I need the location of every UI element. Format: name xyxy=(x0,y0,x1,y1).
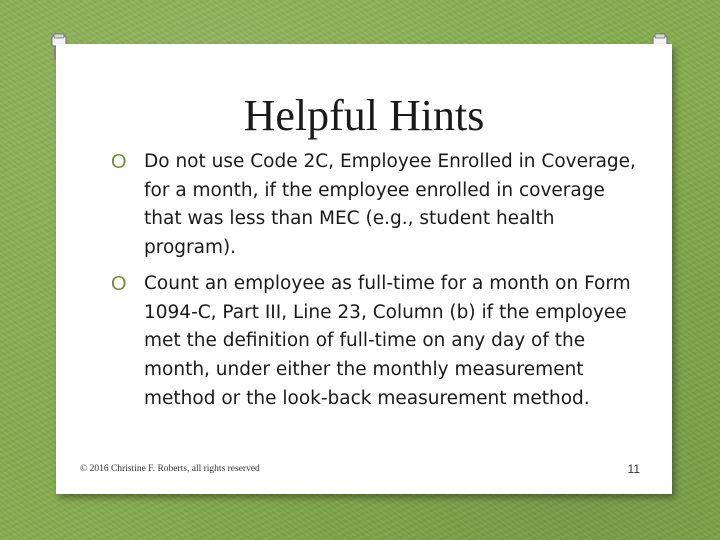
slide-paper xyxy=(56,44,672,494)
bullet-text: Do not use Code 2C, Employee Enrolled in Coverage, for a month, if the employee enrolled in coverage that was less than MEC (e.g., student health program). xyxy=(144,151,636,259)
bullet-item xyxy=(56,148,646,263)
bullet-marker: O xyxy=(111,151,127,173)
bullet-item xyxy=(56,270,646,414)
slide-title: Helpful Hints xyxy=(243,91,485,140)
copyright-footer: © 2016 Christine F. Roberts, all rights reserved xyxy=(80,464,260,474)
bullet-text: Count an employee as full-time for a month on Form 1094-C, Part III, Line 23, Column (b) if the employee met the definition of full-time on any day of the month, under either the monthly measurement method or the look-back measurement method. xyxy=(144,272,631,409)
bullet-marker: O xyxy=(111,272,127,295)
bullet-list xyxy=(56,148,646,420)
page-number: 11 xyxy=(627,462,640,476)
